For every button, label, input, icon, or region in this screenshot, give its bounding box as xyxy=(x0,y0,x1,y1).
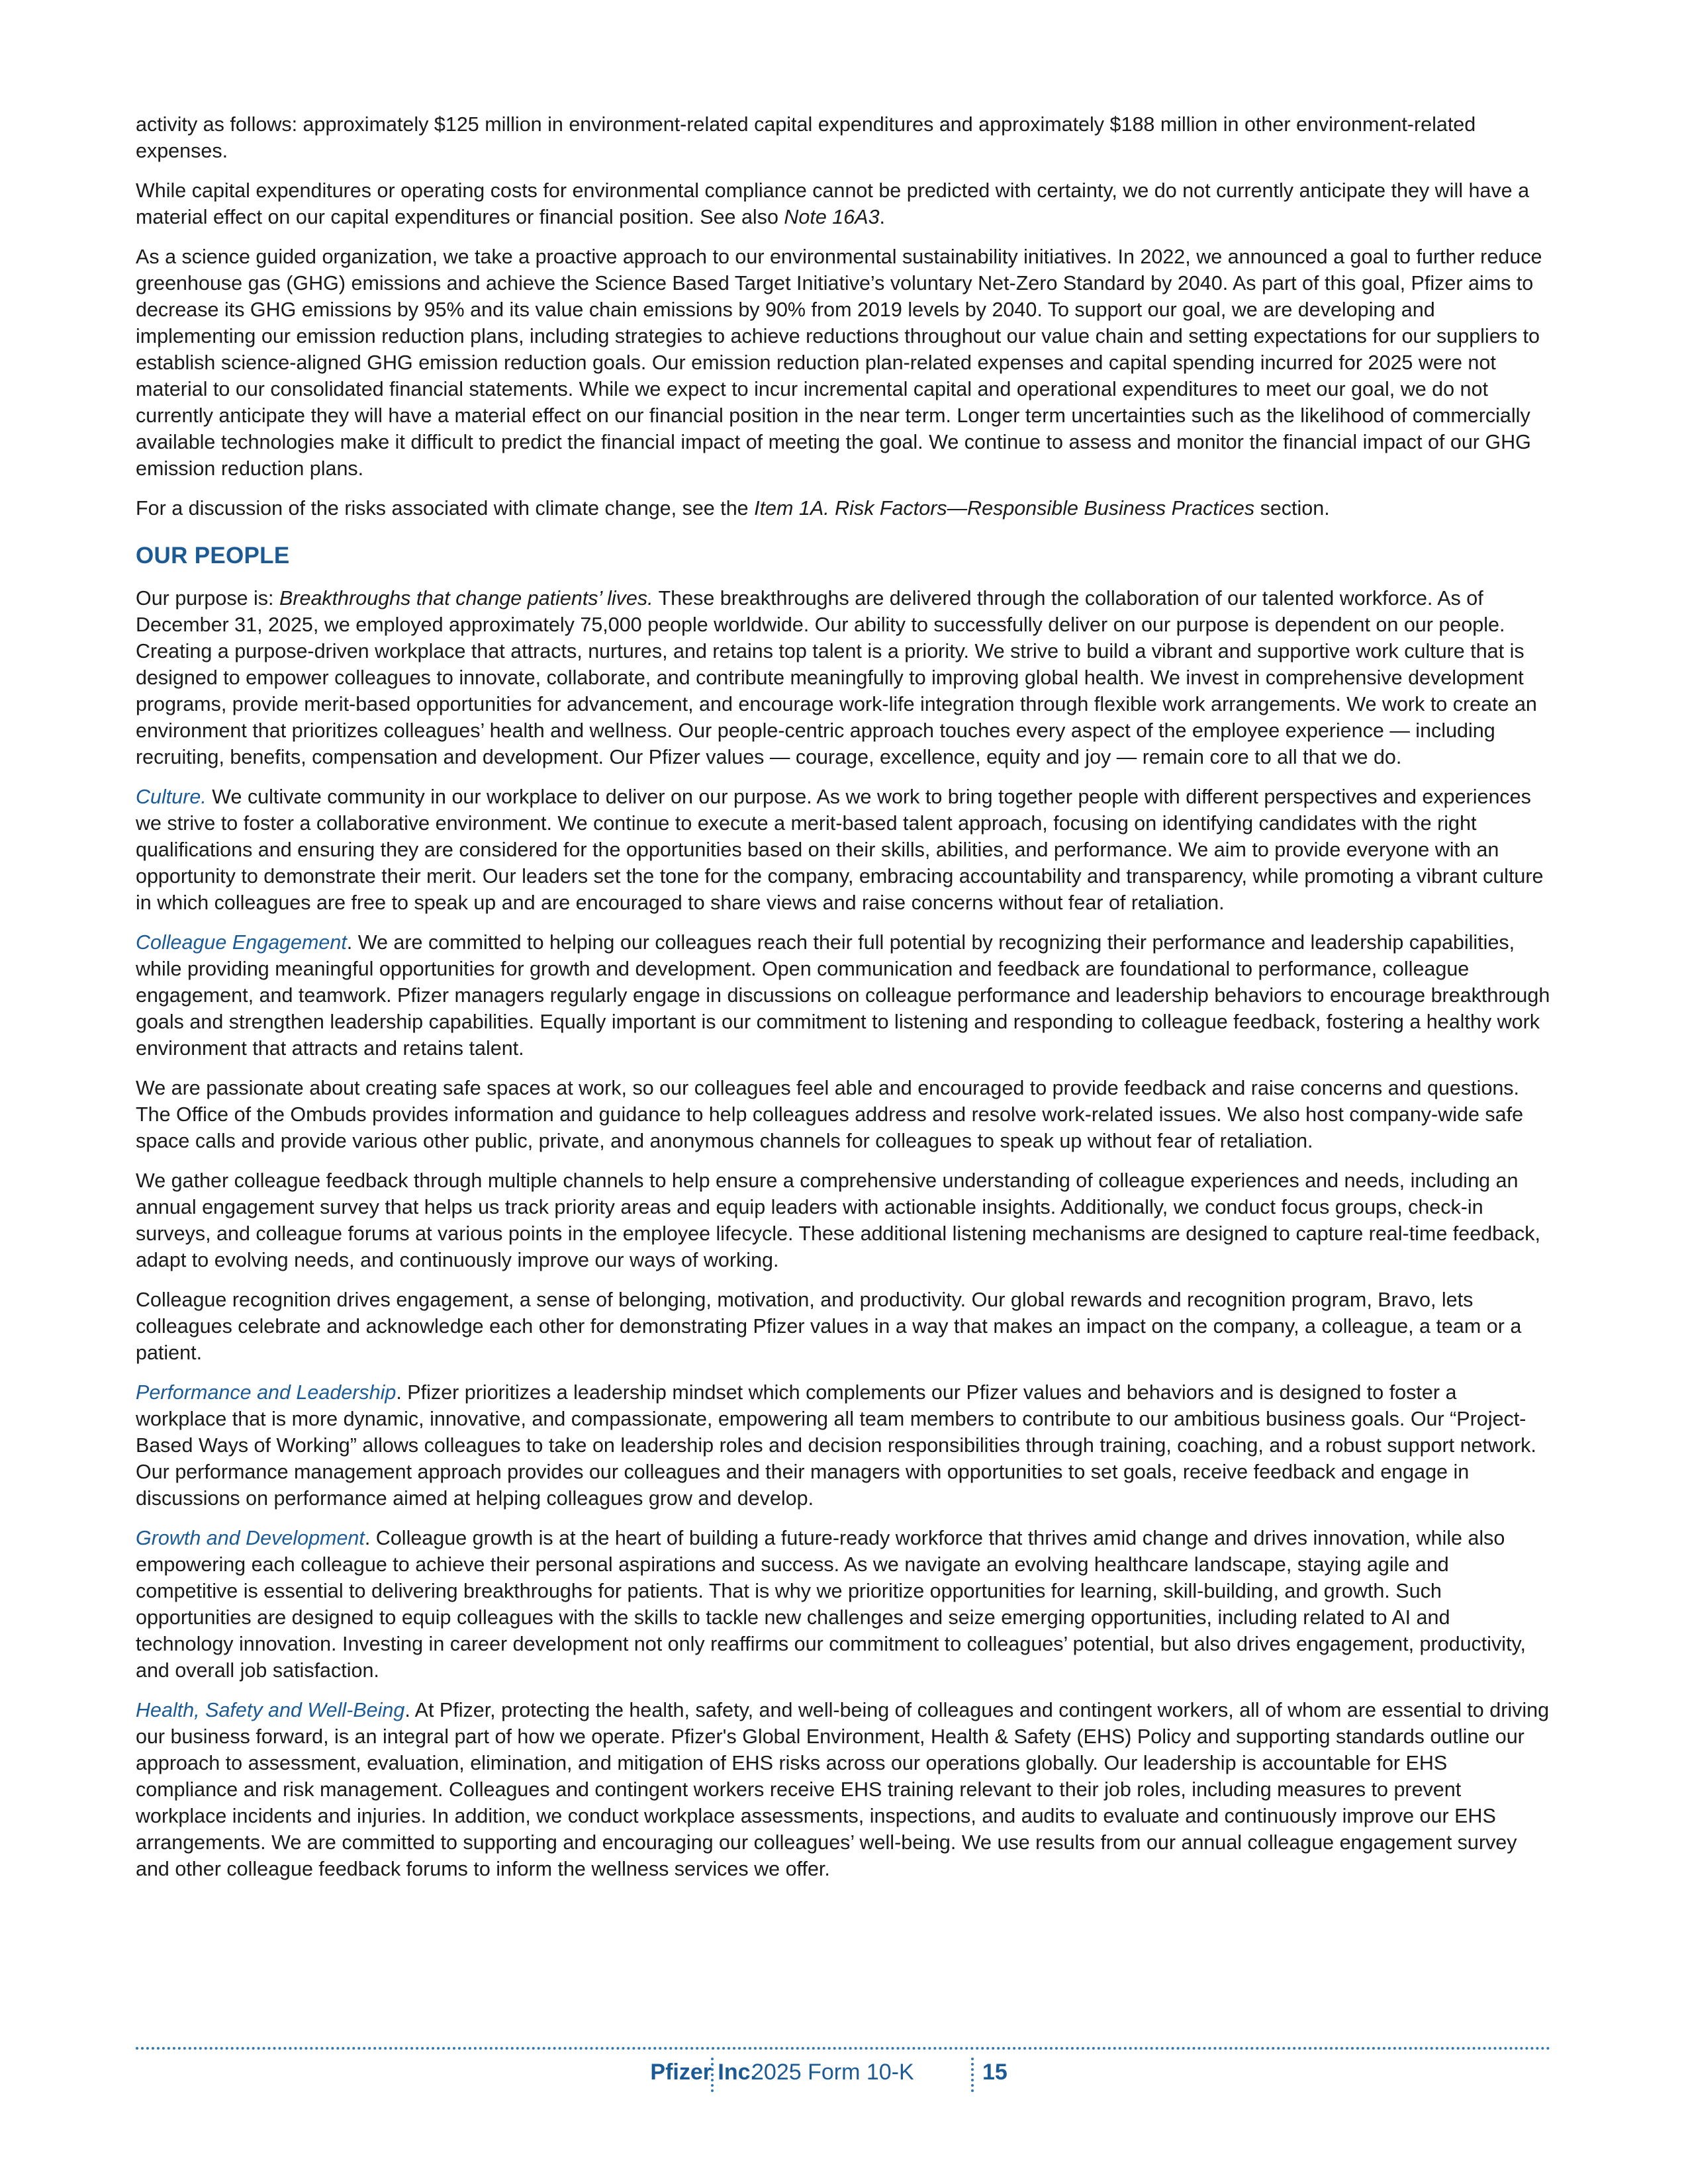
footer-divider xyxy=(971,2058,974,2092)
paragraph-colleague-feedback: We gather colleague feedback through multiple channels to help ensure a comprehensive understanding of colleague experiences and needs, including an annual engagement survey that helps us track priority areas and equip leaders with actionable insights. Additionally, we conduct focus groups, check-in surveys, and colleague forums at various points in the employee lifecycle. These additional listening mechanisms are designed to capture real-time feedback, adapt to evolving needs, and continuously improve our ways of working. xyxy=(136,1169,1541,1271)
paragraph-health-safety: Health, Safety and Well-Being. At Pfizer, protecting the health, safety, and well-being of colleagues and contingent workers, all of whom are essential to driving our business forward, is an integral part of how we operate. Pfizer's Global Environment, Health & Safety (EHS) Policy and supporting standards outline our approach to assessment, evaluation, elimination, and mitigation of EHS risks across our operations globally. Our leadership is accountable for EHS compliance and risk management. Colleagues and contingent workers receive EHS training relevant to their job roles, including measures to prevent workplace incidents and injuries. In addition, we conduct workplace assessments, inspections, and audits to evaluate and continuously improve our EHS arrangements. We are committed to supporting and encouraging our colleagues’ well-being. We use results from our annual colleague engagement survey and other colleague feedback forums to inform the wellness services we offer. xyxy=(136,1699,1550,1880)
page-footer xyxy=(136,2047,1551,2089)
footer-form-label: 2025 Form 10-K xyxy=(751,2060,914,2085)
footer-company-name: Pfizer Inc. xyxy=(650,2060,757,2085)
paragraph-colleague-engagement: Colleague Engagement. We are committed to helping our colleagues reach their full potential by recognizing their performance and leadership capabilities, while providing meaningful opportunities for growth and development. Open communication and feedback are foundational to performance, colleague engagement, and teamwork. Pfizer managers regularly engage in discussions on colleague performance and leadership behaviors to encourage breakthrough goals and strengthen leadership capabilities. Equally important is our commitment to listening and responding to colleague feedback, fostering a healthy work environment that attracts and retains talent. xyxy=(136,931,1550,1060)
paragraph-environmental-spend: activity as follows: approximately $125 million in environment-related capital expenditures and approximately $188 million in other environment-related expenses. xyxy=(136,113,1476,162)
paragraph-performance-leadership: Performance and Leadership. Pfizer prioritizes a leadership mindset which complements our Pfizer values and behaviors and is designed to foster a workplace that is more dynamic, innovative, and compassionate, empowering all team members to contribute to our ambitious business goals. Our “Project-Based Ways of Working” allows colleagues to take on leadership roles and decision responsibilities through training, coaching, and a robust support network. Our performance management approach provides our colleagues and their managers with opportunities to set goals, receive feedback and engage in discussions on performance aimed at helping colleagues grow and develop. xyxy=(136,1381,1536,1510)
paragraph-purpose: Our purpose is: Breakthroughs that change patients’ lives. These breakthroughs are delivered through the collaboration of our talented workforce. As of December 31, 2025, we employed approximately 75,000 people worldwide. Our ability to successfully deliver on our purpose is dependent on our people. Creating a purpose-driven workplace that attracts, nurtures, and retains top talent is a priority. We strive to build a vibrant and supportive work culture that is designed to empower colleagues to innovate, collaborate, and contribute meaningfully to improving global health. We invest in comprehensive development programs, provide merit-based opportunities for advancement, and encourage work-life integration through flexible work arrangements. We work to create an environment that prioritizes colleagues’ health and wellness. Our people-centric approach touches every aspect of the employee experience — including recruiting, benefits, compensation and development. Our Pfizer values — courage, excellence, equity and joy — remain core to all that we do. xyxy=(136,587,1537,768)
purpose-statement: Breakthroughs that change patients’ lives. xyxy=(279,587,653,610)
paragraph-safe-spaces: We are passionate about creating safe spaces at work, so our colleagues feel able and encouraged to provide feedback and raise concerns and questions. The Office of the Ombuds provides information and guidance to help colleagues address and resolve work-related issues. We also host company-wide safe space calls and provide various other public, private, and anonymous channels for colleagues to speak up without fear of retaliation. xyxy=(136,1077,1524,1152)
risk-factors-reference: Item 1A. Risk Factors—Responsible Business Practices xyxy=(754,497,1255,520)
culture-lead-in: Culture. xyxy=(136,786,207,808)
footer-divider xyxy=(711,2058,714,2092)
paragraph-growth-development: Growth and Development. Colleague growth is at the heart of building a future-ready workforce that thrives amid change and drives innovation, while also empowering each colleague to achieve their personal aspirations and success. As we navigate an evolving healthcare landscape, staying agile and competitive is essential to delivering breakthroughs for patients. That is why we prioritize opportunities for learning, skill-building, and growth. Such opportunities are designed to equip colleagues with the skills to tackle new challenges and seize emerging opportunities, including related to AI and technology innovation. Investing in career development not only reaffirms our commitment to colleagues’ potential, but also drives engagement, productivity, and overall job satisfaction. xyxy=(136,1527,1526,1682)
paragraph-ghg-goal: As a science guided organization, we take a proactive approach to our environmental sustainability initiatives. In 2022, we announced a goal to further reduce greenhouse gas (GHG) emissions and achieve the Science Based Target Initiative’s voluntary Net-Zero Standard by 2040. As part of this goal, Pfizer aims to decrease its GHG emissions by 95% and its value chain emissions by 90% from 2019 levels by 2040. To support our goal, we are developing and implementing our emission reduction plans, including strategies to achieve reductions throughout our value chain and setting expectations for our suppliers to establish science-aligned GHG emission reduction goals. Our emission reduction plan-related expenses and capital spending incurred for 2025 were not material to our consolidated financial statements. While we expect to incur incremental capital and operational expenditures to meet our goal, we do not currently anticipate they will have a material effect on our financial position in the near term. Longer term uncertainties such as the likelihood of commercially available technologies make it difficult to predict the financial impact of meeting the goal. We continue to assess and monitor the financial impact of our GHG emission reduction plans. xyxy=(136,246,1542,480)
growth-lead-in: Growth and Development xyxy=(136,1527,365,1549)
performance-lead-in: Performance and Leadership xyxy=(136,1381,397,1404)
paragraph-climate-risk: For a discussion of the risks associated with climate change, see the Item 1A. Risk Factors—Responsible Business Practices section. xyxy=(136,497,1330,520)
section-heading-our-people: OUR PEOPLE xyxy=(136,543,290,569)
paragraph-compliance-costs: While capital expenditures or operating costs for environmental compliance cannot be predicted with certainty, we do not currently anticipate they will have a material effect on our capital expenditures or financial position. See also Note 16A3. xyxy=(136,179,1530,228)
paragraph-culture: Culture. We cultivate community in our workplace to deliver on our purpose. As we work to bring together people with different perspectives and experiences we strive to foster a collaborative environment. We continue to execute a merit-based talent approach, focusing on identifying candidates with the right qualifications and ensuring they are considered for the opportunities based on their skills, abilities, and performance. We aim to provide everyone with an opportunity to demonstrate their merit. Our leaders set the tone for the company, embracing accountability and transparency, while promoting a vibrant culture in which colleagues are free to speak up and are encouraged to share views and raise concerns without fear of retaliation. xyxy=(136,786,1544,914)
paragraph-recognition: Colleague recognition drives engagement, a sense of belonging, motivation, and productivity. Our global rewards and recognition program, Bravo, lets colleagues celebrate and acknowledge each other for demonstrating Pfizer values in a way that makes an impact on the company, a colleague, a team or a patient. xyxy=(136,1289,1522,1364)
engagement-lead-in: Colleague Engagement xyxy=(136,931,347,954)
note-reference: Note 16A3 xyxy=(784,206,880,228)
page-number: 15 xyxy=(982,2060,1008,2085)
document-body xyxy=(136,111,1551,1895)
health-lead-in: Health, Safety and Well-Being xyxy=(136,1699,405,1721)
